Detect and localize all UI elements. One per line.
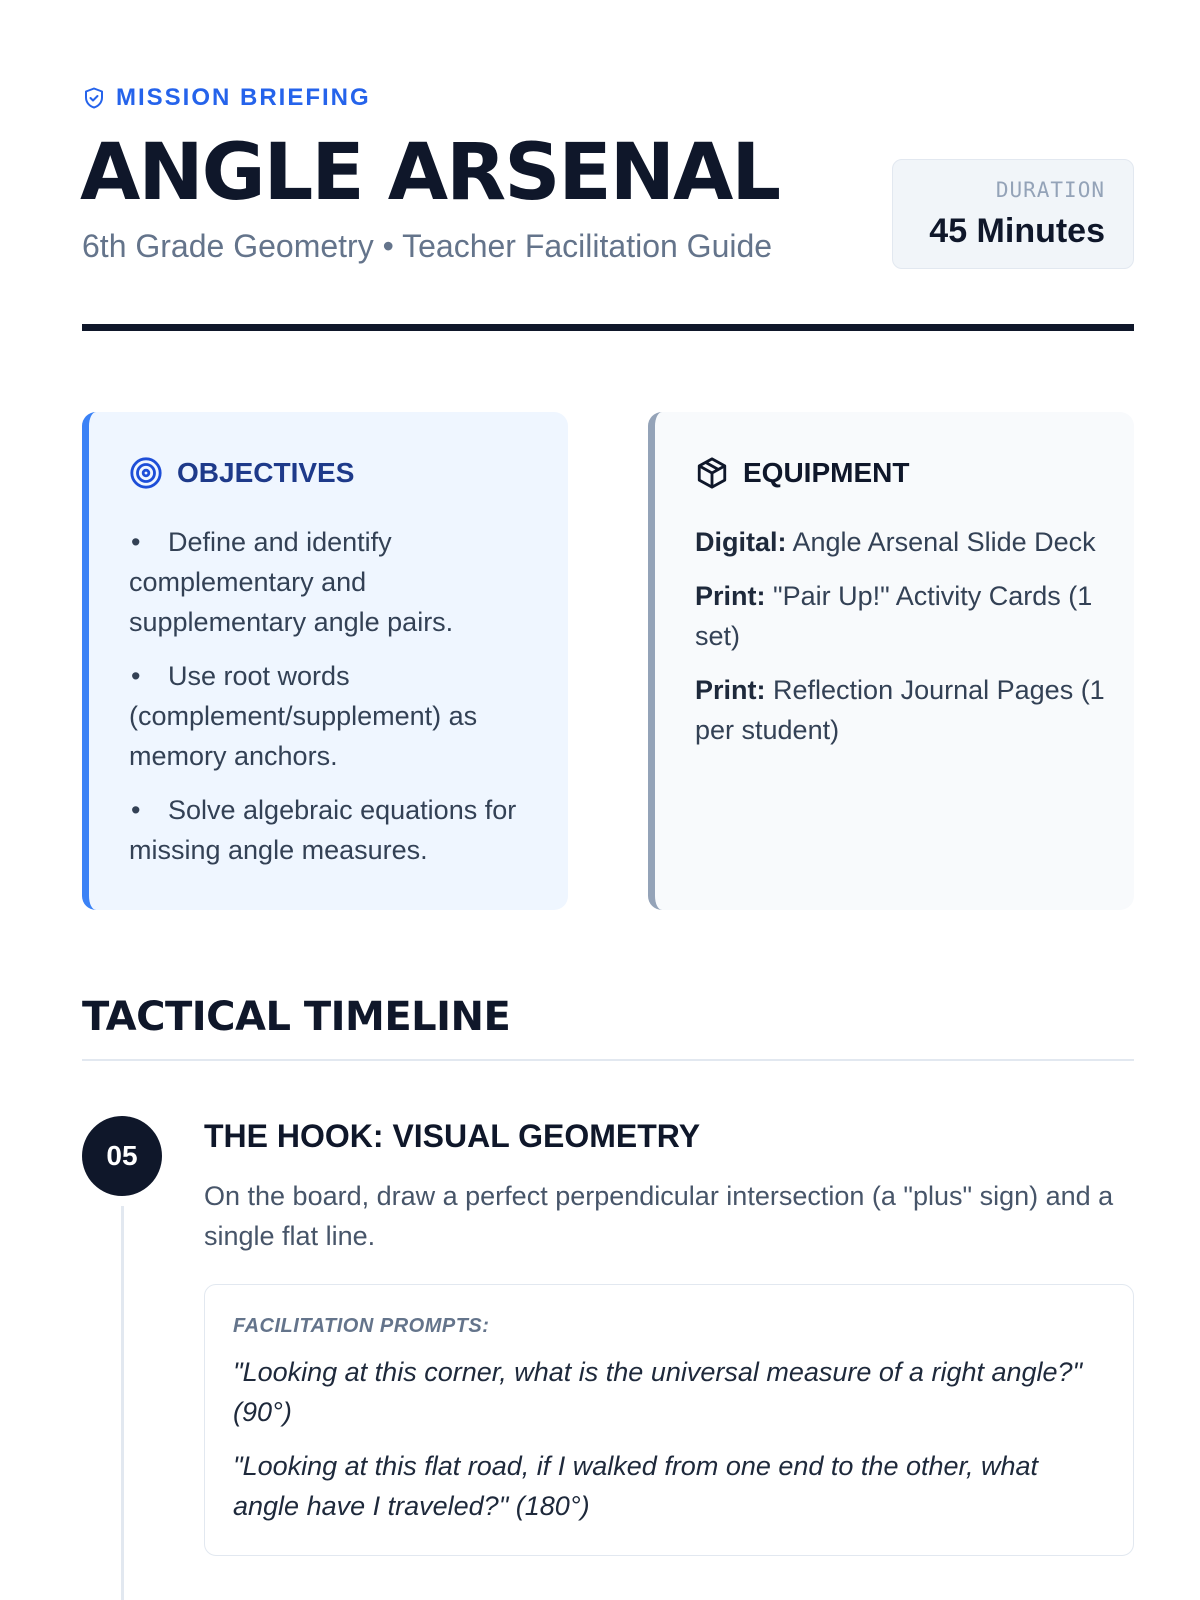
equipment-item-label: Print: (695, 675, 766, 705)
equipment-item-label: Print: (695, 581, 766, 611)
equipment-heading-text: EQUIPMENT (743, 457, 910, 488)
eyebrow-text: MISSION BRIEFING (116, 84, 371, 111)
facilitation-prompt: "Looking at this corner, what is the universal measure of a right angle?" (90°) (233, 1357, 1083, 1427)
equipment-item-text: "Pair Up!" Activity Cards (1 set) (695, 581, 1093, 651)
equipment-item-label: Digital: (695, 527, 787, 557)
equipment-item (695, 522, 1115, 562)
page-subtitle: 6th Grade Geometry • Teacher Facilitation Guide (82, 228, 773, 264)
prompts-label: FACILITATION PROMPTS: (233, 1315, 490, 1337)
timeline-divider (82, 1059, 1134, 1061)
page-title: ANGLE ARSENAL (80, 128, 780, 218)
shield-check-icon (82, 86, 106, 110)
equipment-card (648, 412, 1134, 910)
facilitation-prompt: "Looking at this flat road, if I walked from one end to the other, what angle have I traveled?" (180°) (233, 1451, 1039, 1521)
equipment-heading (695, 456, 909, 490)
objectives-heading (129, 456, 354, 490)
objectives-heading-text: OBJECTIVES (177, 457, 355, 488)
step-description: On the board, draw a perfect perpendicular intersection (a "plus" sign) and a single flat line. (204, 1181, 1114, 1251)
equipment-item (695, 670, 1115, 750)
equipment-item-text: Reflection Journal Pages (1 per student) (695, 675, 1105, 745)
duration-label: DURATION (995, 178, 1105, 202)
timeline-connector (121, 1206, 124, 1600)
header-divider (82, 324, 1134, 331)
objective-item: • Define and identify complementary and supplementary angle pairs. (129, 522, 539, 642)
equipment-list (695, 522, 1115, 764)
step-number-badge: 05 (82, 1116, 162, 1196)
duration-value: 45 Minutes (929, 212, 1105, 250)
package-icon (695, 456, 729, 490)
facilitation-prompts-box (204, 1284, 1134, 1556)
step-title: THE HOOK: VISUAL GEOMETRY (204, 1118, 701, 1154)
mission-briefing-eyebrow (82, 84, 371, 112)
objective-item: • Use root words (complement/supplement) as memory anchors. (129, 656, 539, 776)
objectives-list (129, 522, 539, 884)
target-icon (129, 456, 163, 490)
objective-item: • Solve algebraic equations for missing angle measures. (129, 790, 539, 870)
equipment-item-text: Angle Arsenal Slide Deck (792, 527, 1096, 557)
objectives-card (82, 412, 568, 910)
equipment-item (695, 576, 1115, 656)
timeline-heading: TACTICAL TIMELINE (82, 994, 511, 1040)
duration-badge (892, 159, 1134, 269)
